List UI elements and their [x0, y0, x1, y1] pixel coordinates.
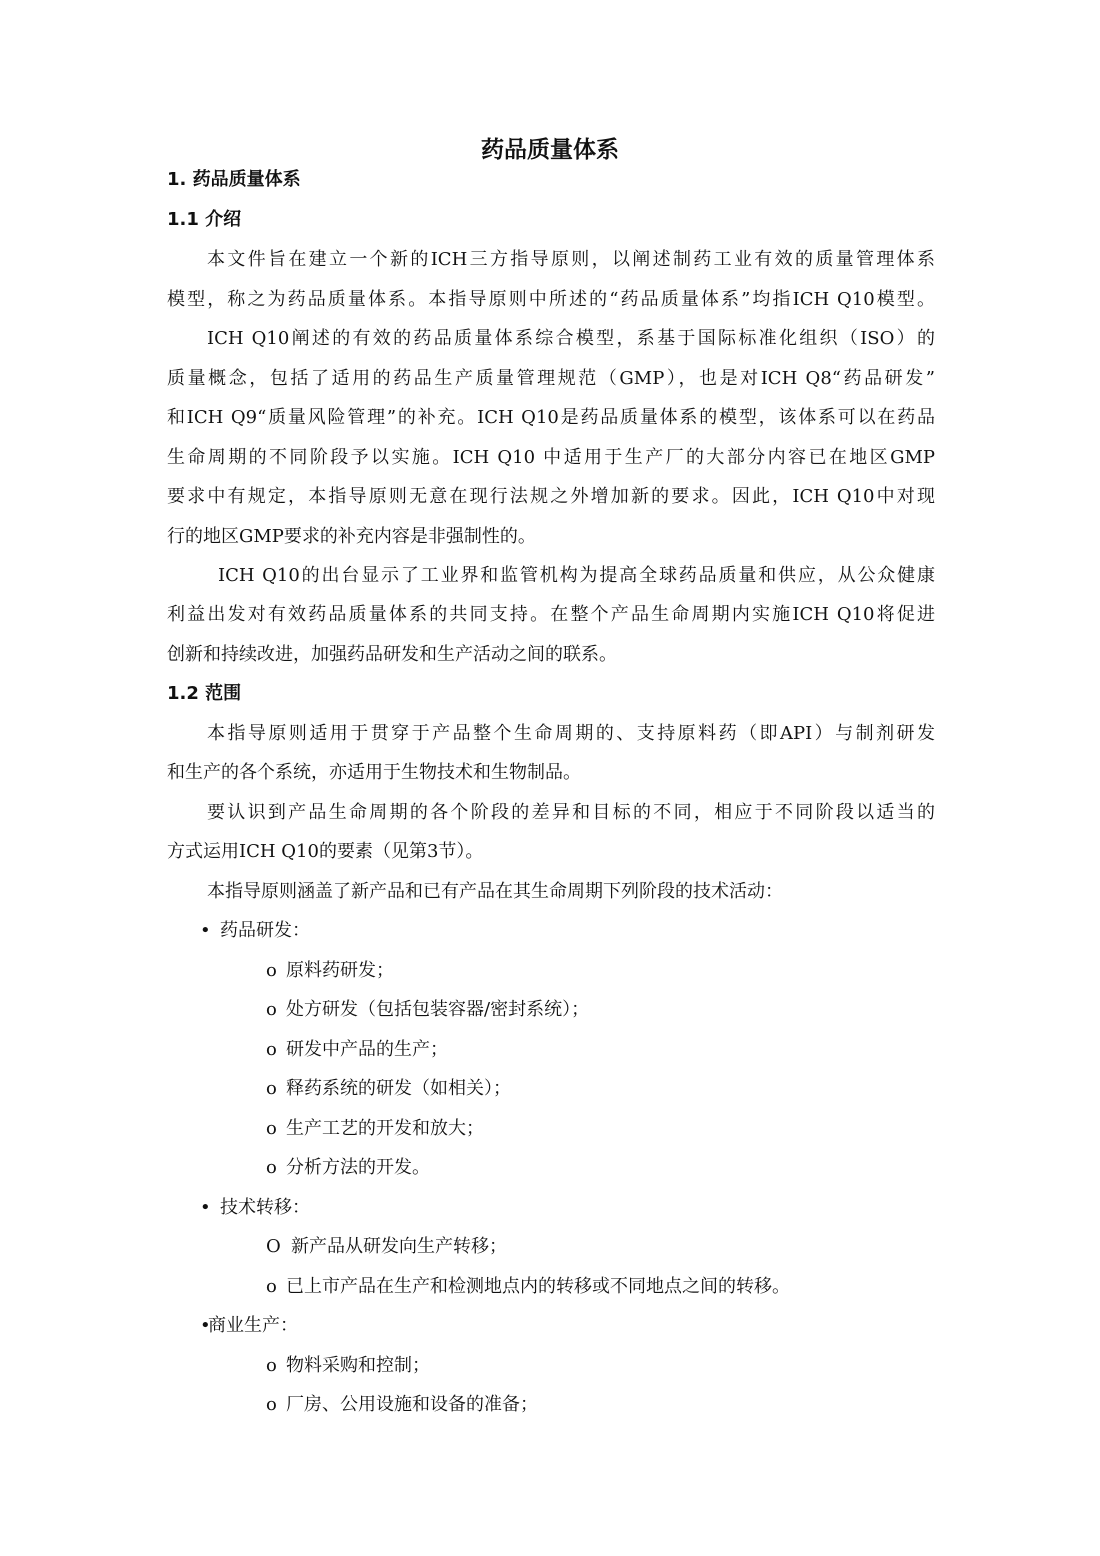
sub-list-item	[266, 1035, 448, 1065]
sub-bullet-text: 原料药研发；	[286, 960, 394, 981]
bullet-mark: •	[200, 920, 211, 941]
sub-bullet-text: 物料采购和控制；	[286, 1355, 430, 1376]
sub-bullet-mark: o	[266, 1039, 277, 1060]
sub-bullet-text: 厂房、公用设施和设备的准备；	[286, 1394, 538, 1415]
paragraph-line: 创新和持续改进，加强药品研发和生产活动之间的联系。	[167, 644, 617, 665]
sub-bullet-text: 已上市产品在生产和检测地点内的转移或不同地点之间的转移。	[286, 1276, 790, 1297]
sub-bullet-mark: o	[266, 1276, 277, 1297]
paragraph-line: ICH Q10的出台显示了工业界和监管机构为提高全球药品质量和供应，从公众健康	[218, 565, 935, 586]
paragraph-line: 方式运用ICH Q10的要素（见第3节）。	[167, 841, 484, 862]
bullet-text: 药品研发：	[220, 920, 310, 941]
sub-bullet-text: 生产工艺的开发和放大；	[286, 1118, 484, 1139]
sub-bullet-text: 新产品从研发向生产转移；	[291, 1236, 507, 1257]
bullet-mark: •	[200, 1197, 211, 1218]
sub-bullet-text: 研发中产品的生产；	[286, 1039, 448, 1060]
sub-list-item	[266, 1351, 430, 1381]
sub-bullet-mark: o	[266, 1118, 277, 1139]
sub-bullet-mark: o	[266, 1157, 277, 1178]
sub-list-item	[266, 1114, 484, 1144]
bullet-item	[200, 1193, 310, 1223]
sub-list-item	[266, 956, 394, 986]
sub-list-item	[266, 1390, 538, 1420]
section-heading-1-1: 1.1 介绍	[167, 209, 242, 230]
paragraph-line: 本文件旨在建立一个新的ICH三方指导原则，以阐述制药工业有效的质量管理体系	[207, 249, 935, 270]
paragraph-line: ICH Q10阐述的有效的药品质量体系综合模型，系基于国际标准化组织（ISO）的	[207, 328, 935, 349]
sub-bullet-mark: o	[266, 999, 277, 1020]
bullet-text: 商业生产：	[208, 1315, 298, 1336]
sub-bullet-text: 释药系统的研发（如相关）；	[286, 1078, 511, 1099]
sub-bullet-text: 处方研发（包括包装容器/密封系统）；	[286, 999, 590, 1020]
paragraph-line: 要认识到产品生命周期的各个阶段的差异和目标的不同，相应于不同阶段以适当的	[207, 802, 935, 823]
sub-bullet-mark: o	[266, 960, 277, 981]
bullet-text: 技术转移：	[220, 1197, 310, 1218]
paragraph-line: 本指导原则适用于贯穿于产品整个生命周期的、支持原料药（即API）与制剂研发	[207, 723, 935, 744]
section-heading-1-2: 1.2 范围	[167, 683, 242, 704]
sub-bullet-text: 分析方法的开发。	[286, 1157, 430, 1178]
paragraph-line: 本指导原则涵盖了新产品和已有产品在其生命周期下列阶段的技术活动：	[207, 881, 783, 902]
sub-list-item	[266, 1272, 790, 1302]
bullet-item	[200, 916, 310, 946]
bullet-item	[200, 1311, 298, 1341]
sub-list-item	[266, 995, 589, 1025]
sub-bullet-mark: O	[266, 1236, 281, 1257]
paragraph-line: 和ICH Q9“质量风险管理”的补充。ICH Q10是药品质量体系的模型，该体系可以在药品	[167, 407, 935, 428]
sub-bullet-mark: o	[266, 1355, 277, 1376]
page-title: 药品质量体系	[481, 137, 619, 163]
sub-bullet-mark: o	[266, 1078, 277, 1099]
paragraph-line: 质量概念，包括了适用的药品生产质量管理规范（GMP），也是对ICH Q8“药品研发”	[167, 368, 935, 389]
sub-list-item	[266, 1232, 507, 1262]
paragraph-line: 利益出发对有效药品质量体系的共同支持。在整个产品生命周期内实施ICH Q10将促进	[167, 604, 935, 625]
paragraph-line: 和生产的各个系统，亦适用于生物技术和生物制品。	[167, 762, 581, 783]
bullet-mark: •	[200, 1315, 211, 1336]
sub-list-item	[266, 1074, 511, 1104]
section-heading-1: 1. 药品质量体系	[167, 169, 301, 190]
paragraph-line: 模型，称之为药品质量体系。本指导原则中所述的“药品质量体系”均指ICH Q10模型。	[167, 289, 935, 310]
paragraph-line: 生命周期的不同阶段予以实施。ICH Q10 中适用于生产厂的大部分内容已在地区GMP	[167, 447, 935, 468]
sub-bullet-mark: o	[266, 1394, 277, 1415]
paragraph-line: 要求中有规定，本指导原则无意在现行法规之外增加新的要求。因此，ICH Q10中对现	[167, 486, 935, 507]
sub-list-item	[266, 1153, 430, 1183]
paragraph-line: 行的地区GMP要求的补充内容是非强制性的。	[167, 526, 536, 547]
